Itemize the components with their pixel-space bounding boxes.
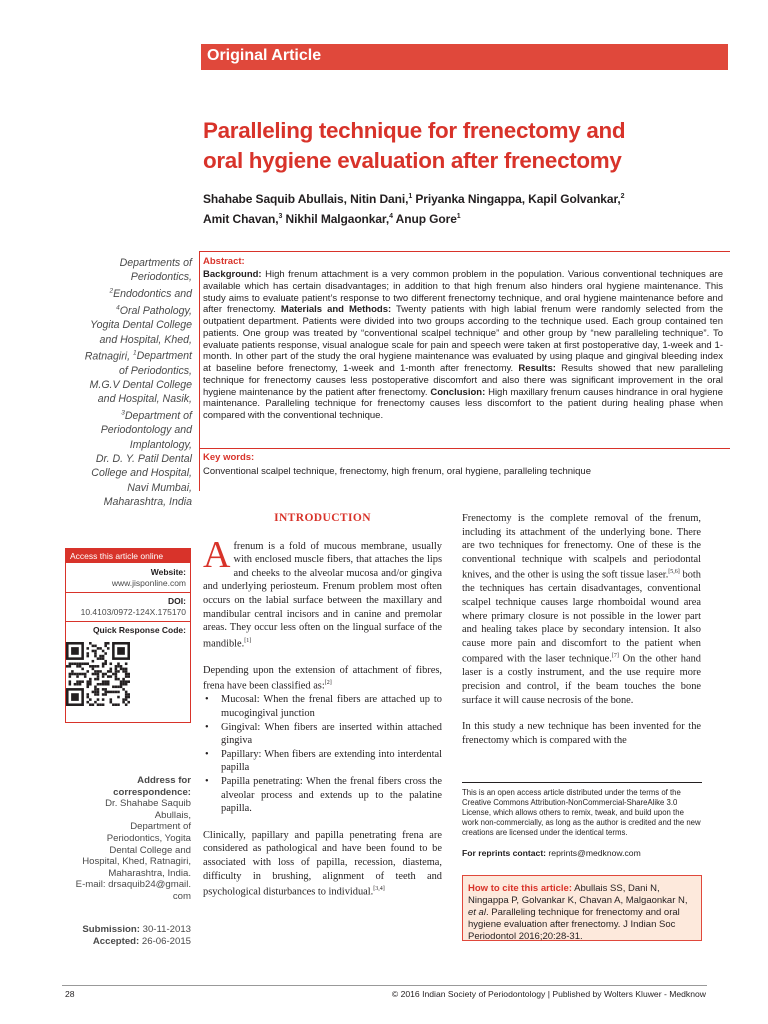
correspondence-line: Periodontics, Yogita <box>106 832 191 844</box>
correspondence-line: Department of <box>130 821 191 833</box>
author-name: Nitin Dani, <box>350 192 409 206</box>
affiliation-line <box>101 424 192 436</box>
affiliation-line <box>119 365 192 377</box>
dates-block <box>62 924 191 947</box>
affiliation-line <box>90 379 192 391</box>
body-column-right <box>462 512 701 747</box>
citation-ref[interactable]: [7] <box>611 653 619 660</box>
correspondence-email[interactable]: com <box>172 890 191 902</box>
affiliation-line <box>130 439 192 451</box>
methods-text: Twenty patients with high labial frenum were randomly selected from the outpatient department. Patients were divided into two groups according to the technique used. Each group contained ten patients. One group was treated by “conventional scalpel technique” and other group by “new paralleling technique”. To evaluate patients response, visual analogue scale for pain and speech were taken at first postoperative day, 1-week and 1-month. In other part of the study the oral hygiene maintenance was evaluated by using plaque and gingival bleeding index at baseline before frenectomy, 1-week and 1-month after frenectomy. <box>203 304 724 374</box>
footer-copyright: © 2016 Indian Society of Periodontology | Published by Wolters Kluwer - Medknow <box>391 989 706 999</box>
affiliation-text: Endodontics and <box>113 288 192 301</box>
results-label: Results: <box>518 363 556 374</box>
results-text: Results showed that new paralleling technique for frenectomy causes less postoperative discomfort and also there was significant improvement in the oral hygiene maintenance by the patient after frenectomy. <box>203 363 724 398</box>
reprints-label: For reprints contact: <box>462 848 547 858</box>
footer-divider <box>62 985 707 986</box>
reprints-email[interactable]: reprints@medknow.com <box>546 848 641 858</box>
affiliation-line <box>109 288 192 300</box>
affiliation-mark: 3 <box>121 409 125 417</box>
affiliation-text: Department <box>136 350 192 363</box>
page-number: 28 <box>65 989 75 999</box>
article-type-banner: Original Article <box>201 44 728 70</box>
background-label: Background: <box>203 269 262 280</box>
correspondence-email[interactable]: E-mail: drsaquib24@gmail. <box>75 879 191 891</box>
affiliation-text: and Hospital, Nasik, <box>97 393 192 406</box>
intro-text: frenum is a fold of mucous membrane, usually with enclosed muscle fibers, that attaches the lips and cheeks to the alveolar mucosa and/or gingiva and underlying periosteum. Frenum problem most often occurs on the labial surface between the maxillary and mandibular central incisors and in canine and premolar areas. They occur less often on the lingual surface of the mandible. <box>203 540 442 650</box>
frenectomy-paragraph <box>462 512 701 707</box>
accepted-date: 26-06-2015 <box>139 935 191 947</box>
title-line-1: Paralleling technique for frenectomy and <box>203 118 626 143</box>
citation-box <box>462 875 702 941</box>
author-name: Anup Gore <box>392 212 457 226</box>
clinical-text: Clinically, papillary and papilla penetrating frena are considered as pathological and have been found to be associated with loss of papilla, recession, diastema, difficulty in brushing, alignment of teeth and psychological disturbances to individual. <box>203 829 442 898</box>
classification-paragraph <box>203 664 442 694</box>
affiliation-mark: 2 <box>620 193 625 200</box>
citation-ref[interactable]: [5,6] <box>668 569 680 576</box>
conclusion-text: High maxillary frenum causes hindrance in oral hygiene maintenance. Paralleling technique for frenectomy causes less discomfort to the patient during healing phase when compared with the conventional technique. <box>203 386 723 421</box>
affiliation-text: Periodontology and <box>100 424 192 437</box>
citation-ref[interactable]: [3,4] <box>373 886 385 893</box>
author-line-2 <box>203 212 461 226</box>
divider <box>66 592 190 593</box>
affiliations <box>60 256 192 509</box>
background-text: High frenum attachment is a very common problem in the population. Various conventional techniques are available which has certain disadvantages; in addition to that high frenum also hinders oral hygiene maintenance. This study aims to evaluate patient’s response to two different frenectomy technique, and oral hygiene maintenance before and after frenectomy. <box>203 269 723 316</box>
affiliation-text: Maharashtra, India <box>103 495 192 508</box>
conclusion-label: Conclusion: <box>430 386 486 398</box>
doi-label: DOI: <box>168 596 186 606</box>
correspondence-line: Dr. Shahabe Saquib <box>105 798 191 810</box>
cite-text: Abullais SS, Dani N, Ningappa P, Golvankar K, Chavan A, Malgaonkar N, <box>468 883 688 906</box>
correspondence-line: Hospital, Khed, Ratnagiri, <box>82 856 191 868</box>
citation-ref[interactable]: [1] <box>244 637 252 644</box>
affiliation-line <box>120 257 192 269</box>
drop-cap: A <box>203 533 231 576</box>
affiliation-text: Yogita Dental College <box>90 319 192 332</box>
affiliation-mark: 3 <box>278 213 283 220</box>
affiliation-text: Department of <box>124 410 192 423</box>
methods-label: Materials and Methods: <box>280 304 392 316</box>
affiliation-line <box>127 482 192 494</box>
affiliation-mark: 2 <box>109 287 114 295</box>
affiliation-line <box>116 305 192 317</box>
affiliation-line <box>90 319 192 331</box>
keywords-text: Conventional scalpel technique, frenectomy, high frenum, oral hygiene, paralleling technique <box>203 466 591 477</box>
list-item: • Mucosal: When the frenal fibers are attached up to mucogingival junction <box>203 693 442 720</box>
keywords-divider <box>199 448 730 449</box>
affiliation-text: Implantology, <box>129 438 192 451</box>
access-heading: Access this article online <box>66 549 190 563</box>
affiliation-line <box>85 350 133 362</box>
author-name: Priyanka Ningappa, Kapil Golvankar, <box>412 192 621 206</box>
reprints-contact <box>462 848 641 858</box>
author-name: Nikhil Malgaonkar, <box>282 212 390 226</box>
affiliation-line <box>121 410 192 422</box>
affiliation-text: Navi Mumbai, <box>127 481 192 494</box>
affiliation-line <box>104 496 192 508</box>
divider <box>66 621 190 622</box>
abstract-text <box>203 269 723 422</box>
affiliation-text: College and Hospital, <box>91 467 192 480</box>
website-label: Website: <box>150 567 186 577</box>
correspondence-block <box>62 775 191 903</box>
doi-row <box>66 596 190 618</box>
affiliation-line <box>133 350 192 362</box>
correspondence-label: Address for <box>137 775 191 786</box>
correspondence-label: correspondence: <box>113 786 191 798</box>
author-name: Shahabe Saquib Abullais, <box>203 192 351 206</box>
cite-etal: et al <box>468 907 486 918</box>
article-title <box>203 116 733 176</box>
author-line-1 <box>203 192 624 206</box>
affiliation-text: Periodontics, <box>130 271 192 284</box>
keywords-heading: Key words: <box>203 452 255 463</box>
frenectomy-text: On the other hand laser is a costly instrument, and the use require more precision and control, if the beam touches the bone surface it will cause necrosis of the bone. <box>462 653 701 706</box>
affiliation-line <box>98 393 192 405</box>
open-access-notice: This is an open access article distributed under the terms of the Creative Commons Attribution-NonCommercial-ShareAlike 3.0 License, which allows others to remix, tweak, and build upon the work non-commercially, as long as the author is credited and the new creations are licensed under the identical terms. <box>462 782 702 838</box>
affiliation-mark: 4 <box>389 213 393 220</box>
affiliation-mark: 1 <box>133 349 137 357</box>
list-item: • Papillary: When fibers are extending into interdental papilla <box>203 748 442 775</box>
affiliation-mark: 1 <box>408 193 413 200</box>
introduction-heading: INTRODUCTION <box>274 512 371 524</box>
affiliation-mark: 4 <box>116 304 120 312</box>
doi-value[interactable]: 10.4103/0972-124X.175170 <box>80 607 186 617</box>
affiliation-line <box>131 271 192 283</box>
affiliation-text: Departments of <box>119 257 192 269</box>
affiliation-text: Oral Pathology, <box>119 304 192 317</box>
affiliation-mark: 1 <box>456 213 461 220</box>
website-link[interactable]: www.jisponline.com <box>111 578 186 588</box>
affiliation-line <box>91 467 192 479</box>
cite-text: . Paralleling technique for frenectomy and oral hygiene evaluation after frenectomy. J Indian Soc Periodontol 2016;20:28-31. <box>468 907 680 942</box>
abstract-heading: Abstract: <box>203 256 245 267</box>
affiliation-text: M.G.V Dental College <box>89 378 192 391</box>
list-item: • Gingival: When fibers are inserted within attached gingiva <box>203 721 442 748</box>
affiliation-text: Dr. D. Y. Patil Dental <box>95 452 192 465</box>
citation-ref[interactable]: [2] <box>324 680 332 687</box>
affiliation-text: and Hospital, Khed, <box>99 333 192 346</box>
author-list <box>203 188 723 228</box>
qr-code-icon <box>66 642 130 706</box>
qr-row <box>66 625 190 636</box>
correspondence-line: Maharashtra, India. <box>108 867 191 879</box>
affiliation-text: of Periodontics, <box>118 364 192 377</box>
qr-label: Quick Response Code: <box>92 625 186 635</box>
author-name: Amit Chavan, <box>203 212 279 226</box>
title-line-2: oral hygiene evaluation after frenectomy <box>203 148 622 173</box>
access-article-box <box>65 548 191 723</box>
intro-paragraph <box>203 533 442 651</box>
website-row <box>66 567 190 589</box>
body-column-left <box>203 512 442 899</box>
correspondence-line: Dental College and <box>109 844 191 856</box>
submission-date: 30-11-2013 <box>139 924 191 935</box>
correspondence-line: Abullais, <box>154 809 191 821</box>
frenectomy-text: Frenectomy is the complete removal of the frenum, including its attachment of the underlying bone. There are two techniques for frenectomy. One of these is the conventional technique with scalpels and periodontal knives, and the other is using the soft tissue laser. <box>462 513 701 581</box>
clinical-paragraph <box>203 829 442 899</box>
study-paragraph: In this study a new technique has been invented for the frenectomy which is compared with the <box>462 721 701 746</box>
frena-classification-list <box>203 693 442 815</box>
list-item: • Papilla penetrating: When the frenal fibers cross the alveolar process and extends up to the palatine papilla. <box>203 775 442 816</box>
affiliation-text: Ratnagiri, <box>84 350 134 363</box>
affiliation-line <box>96 453 192 465</box>
submission-label: Submission: <box>82 924 140 935</box>
classification-text: Depending upon the extension of attachment of fibres, frena have been classified as: <box>203 664 442 692</box>
frenectomy-text: both the techniques has certain disadvantages, conventional scalpel technique causes large rhomboidal wound area where primary closure is not possible in the lower part and healing takes place by secondary intension. It also cause more pain and discomfort to the patient when compared with the laser technique. <box>462 569 701 665</box>
cite-label: How to cite this article: <box>468 883 572 894</box>
affiliation-line <box>100 334 192 346</box>
accepted-label: Accepted: <box>92 935 140 947</box>
